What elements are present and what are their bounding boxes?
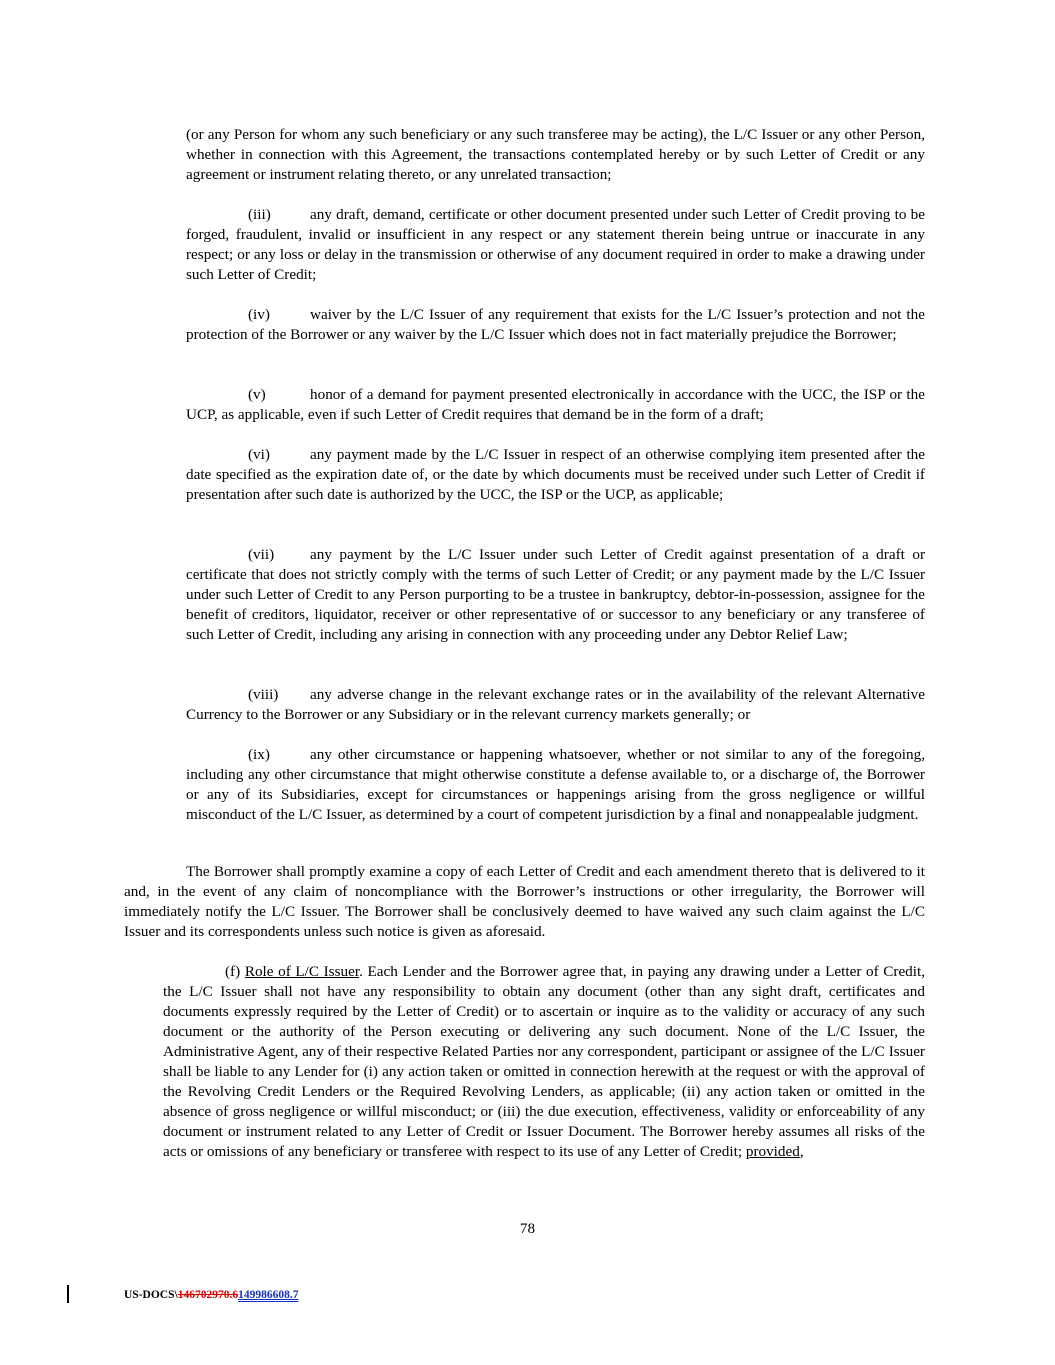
inserted-doc-id: 149986608.7 [238, 1289, 299, 1301]
provided-term: provided [745, 1143, 800, 1160]
section-f-paragraph [163, 962, 925, 1162]
clause-viii [186, 685, 925, 725]
clause-text: any adverse change in the relevant exchange rates or in the availability of the relevant Alternative Currency to the Borrower or any Subsidiary or in the relevant currency markets generally; or [186, 686, 925, 723]
clause-text: any payment made by the L/C Issuer in respect of an otherwise complying item presented after the date specified as the expiration date of, or the date by which documents must be received under such Letter of Credit if presentation after such date is authorized by the UCC, the ISP or the UCP, as applicable; [186, 446, 925, 503]
clause-ix [186, 745, 925, 825]
clause-marker: (viii) [248, 686, 279, 703]
clause-marker: (vii) [248, 546, 275, 563]
deleted-doc-id: 146702970.6 [177, 1289, 239, 1301]
clause-vi [186, 445, 925, 505]
clause-v [186, 385, 925, 425]
continuation-paragraph: (or any Person for whom any such beneficiary or any such transferee may be acting), the L/C Issuer or any other Person, whether in connection with this Agreement, the transactions contemplated hereby or by such Letter of Credit or any agreement or instrument relating thereto, or any unrelated transaction; [186, 126, 925, 183]
clause-marker: (iv) [248, 306, 270, 323]
clause-marker: (v) [248, 386, 266, 403]
clause-text: waiver by the L/C Issuer of any requirement that exists for the L/C Issuer’s protection and not the protection of the Borrower or any waiver by the L/C Issuer which does not in fact materially prejudice the Borrower; [186, 306, 925, 343]
clause-marker: (ix) [248, 746, 270, 763]
clause-iv [186, 305, 925, 345]
borrower-examine-paragraph: The Borrower shall promptly examine a copy of each Letter of Credit and each amendment thereto that is delivered to it and, in the event of any claim of noncompliance with the Borrower’s instructions or other irregularity, the Borrower will immediately notify the L/C Issuer. The Borrower shall be conclusively deemed to have waived any such claim against the L/C Issuer and its correspondents unless such notice is given as aforesaid. [124, 863, 925, 940]
section-heading: Role of L/C Issuer [244, 963, 360, 980]
clause-text: any payment by the L/C Issuer under such Letter of Credit against presentation of a draft or certificate that does not strictly comply with the terms of such Letter of Credit; or any payment made by the L/C Issuer under such Letter of Credit to any Person purporting to be a trustee in bankruptcy, debtor-in-possession, assignee for the benefit of creditors, liquidator, receiver or other representative of or successor to any beneficiary or any transferee of such Letter of Credit, including any arising in connection with any proceeding under any Debtor Relief Law; [186, 546, 925, 643]
section-heading-period: . [359, 963, 363, 980]
clause-text: any draft, demand, certificate or other document presented under such Letter of Credit proving to be forged, fraudulent, invalid or insufficient in any respect or any statement therein being untrue or inaccurate in any respect; or any loss or delay in the transmission or otherwise of any document required in order to make a drawing under such Letter of Credit; [186, 206, 925, 283]
clause-text: any other circumstance or happening whatsoever, whether or not similar to any of the foregoing, including any other circumstance that might otherwise constitute a defense available to, or a discharge of, the Borrower or any of its Subsidiaries, except for circumstances or happenings arising from the gross negligence or willful misconduct of the L/C Issuer, as determined by a court of competent jurisdiction by a final and nonappealable judgment. [186, 746, 925, 823]
document-id-footer [124, 1288, 298, 1302]
page-number: 78 [519, 1220, 536, 1237]
change-bar [67, 1285, 69, 1303]
clause-text: honor of a demand for payment presented electronically in accordance with the UCC, the ISP or the UCP, as applicable, even if such Letter of Credit requires that demand be in the form of a draft; [186, 386, 925, 423]
provided-comma: , [799, 1143, 804, 1160]
clause-vii [186, 545, 925, 645]
clause-marker: (iii) [248, 206, 271, 223]
clause-iii [186, 205, 925, 285]
clause-marker: (vi) [248, 446, 270, 463]
section-text: Each Lender and the Borrower agree that, in paying any drawing under a Letter of Credit, the L/C Issuer shall not have any responsibility to obtain any document (other than any sight draft, certificates and documents expressly required by the Letter of Credit) or to ascertain or inquire as to the validity or accuracy of any such document or the authority of the Person executing or delivering any such document. None of the L/C Issuer, the Administrative Agent, any of their respective Related Parties nor any correspondent, participant or assignee of the L/C Issuer shall be liable to any Lender for (i) any action taken or omitted in connection herewith at the request or with the approval of the Revolving Credit Lenders or the Required Revolving Lenders, as applicable; (ii) any action taken or omitted in the absence of gross negligence or willful misconduct; or (iii) the due execution, effectiveness, validity or enforceability of any document or instrument related to any Letter of Credit or Issuer Document. The Borrower hereby assumes all risks of the acts or omissions of any beneficiary or transferee with respect to its use of any Letter of Credit; [163, 963, 926, 1160]
section-number: (f) [225, 963, 241, 980]
doc-id-prefix: US-DOCS\ [124, 1289, 178, 1301]
